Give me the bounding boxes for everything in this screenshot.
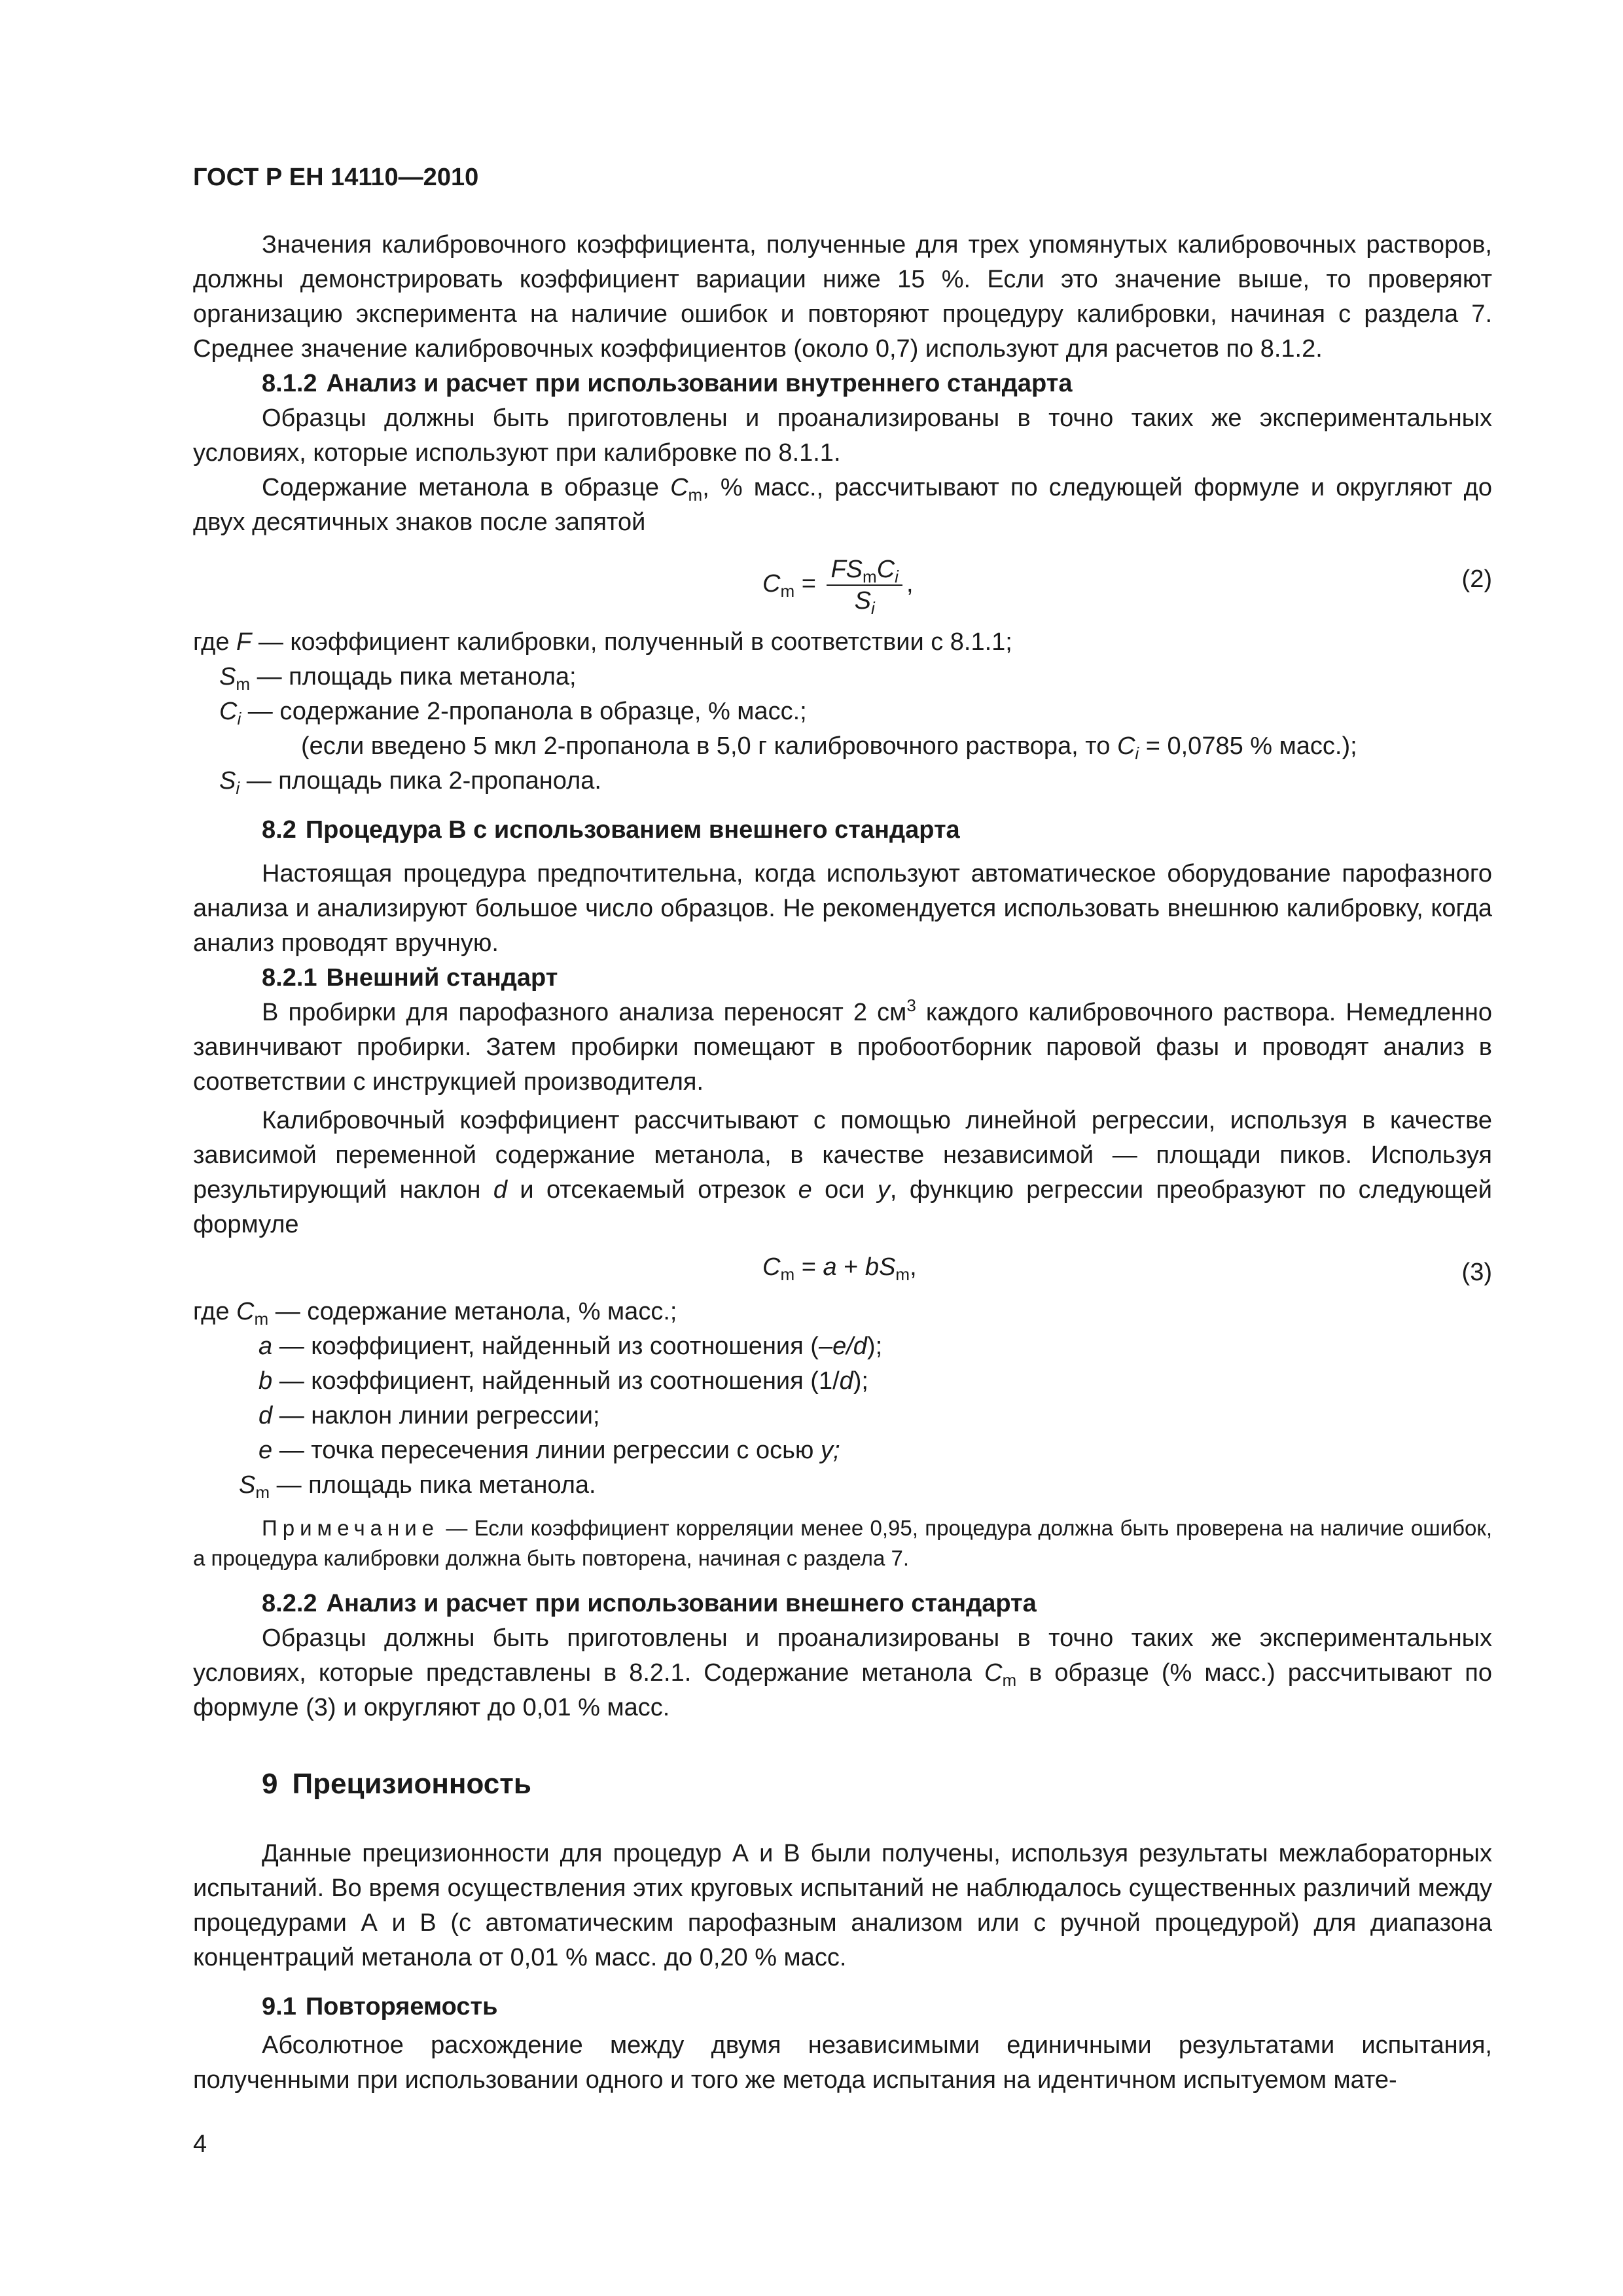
legend-sm-3 bbox=[193, 1468, 1492, 1503]
legend-text: — площадь пика метанола. bbox=[276, 1471, 596, 1499]
symbol-d: d bbox=[259, 1402, 273, 1429]
section-8-1-2-heading bbox=[193, 367, 1492, 401]
symbol-s: S bbox=[219, 767, 236, 795]
paragraph-procedure-b: Настоящая процедура предпочтительна, когда используют автоматическое оборудование парофазного анализа и анализируют большое число образцов. Не рекомендуется использовать внешнюю калибровку, когда анализ проводят вручную. bbox=[193, 860, 1492, 957]
equation-number-3: (3) bbox=[1461, 1259, 1492, 1286]
symbol-s: S bbox=[854, 587, 871, 615]
section-number: 8.2.2 bbox=[262, 1590, 317, 1617]
document-page bbox=[193, 160, 1492, 2124]
plus-sign: + bbox=[844, 1253, 859, 1281]
section-8-2-2-heading bbox=[193, 1587, 1492, 1621]
section-number: 9 bbox=[262, 1768, 278, 1800]
legend-text: — коэффициент калибровки, полученный в соответствии с 8.1.1; bbox=[258, 628, 1012, 656]
symbol-c: C bbox=[876, 556, 895, 583]
note-label: Примечание bbox=[262, 1516, 440, 1540]
formula-2-expression bbox=[762, 554, 914, 616]
equals-sign: = bbox=[801, 1253, 816, 1281]
expression-neg-e-over-d: –e/d bbox=[818, 1333, 867, 1360]
symbol-a: a bbox=[259, 1333, 273, 1360]
symbol-d: d bbox=[493, 1176, 508, 1204]
section-8-2-1-heading bbox=[193, 961, 1492, 996]
symbol-d: d bbox=[839, 1367, 853, 1395]
note-text: — Если коэффициент корреляции менее 0,95, процедура должна быть проверена на наличие ошибок, а процедура калибровки должна быть повторена, начиная с раздела 7. bbox=[193, 1516, 1492, 1570]
paragraph-calibration-variation: Значения калибровочного коэффициента, полученные для трех упомянутых калибровочных растворов, должны демонстрировать коэффициент вариации ниже 15 %. Если это значение выше, то проверяют организацию эксперимента на наличие ошибок и повторяют процедуру калибровки, начиная с раздела 7. Среднее значение калибровочных коэффициентов (около 0,7) используют для расчетов по 8.1.2. bbox=[193, 231, 1492, 363]
paragraph-samples-prepared: Образцы должны быть приготовлены и проанализированы в точно таких же экспериментальных условиях, которые используют при калибровке по 8.1.1. bbox=[193, 404, 1492, 467]
legend-sm bbox=[193, 660, 1492, 694]
section-number: 8.1.2 bbox=[262, 370, 317, 397]
symbol-s: S bbox=[219, 663, 236, 691]
legend-ci-note bbox=[193, 729, 1492, 764]
symbol-f: F bbox=[830, 556, 846, 583]
subscript-m: m bbox=[255, 1482, 270, 1502]
section-number: 8.2 bbox=[262, 816, 296, 844]
note bbox=[193, 1513, 1492, 1573]
legend-text: — содержание метанола, % масс.; bbox=[275, 1298, 677, 1325]
subscript-i: i bbox=[895, 567, 899, 586]
legend-e bbox=[193, 1433, 1492, 1468]
section-title: Процедура В с использованием внешнего стандарта bbox=[305, 816, 960, 844]
symbol-c: C bbox=[670, 474, 688, 501]
legend-text: = 0,0785 % масс.); bbox=[1139, 732, 1357, 760]
text-fragment: каждого калибровочного раствора. Немедленно завинчивают пробирки. Затем пробирки помещают в пробоотборник паровой фазы и проводят анализ в соответствии с инструкцией производителя. bbox=[193, 999, 1492, 1096]
legend-si bbox=[193, 764, 1492, 798]
symbol-a: a bbox=[823, 1253, 837, 1281]
legend-text: (если введено 5 мкл 2-пропанола в 5,0 г калибровочного раствора, то bbox=[301, 732, 1117, 760]
legend-where: где bbox=[193, 1298, 237, 1325]
legend-text: — точка пересечения линии регрессии с осью bbox=[279, 1437, 821, 1464]
legend-cm bbox=[193, 1295, 1492, 1329]
page-number: 4 bbox=[193, 2130, 207, 2158]
subscript-m: m bbox=[895, 1265, 910, 1284]
text-fragment: Образцы должны быть приготовлены и проанализированы в точно таких же экспериментальных условиях, которые представлены в 8.2.1. Содержание метанола bbox=[193, 1624, 1492, 1687]
legend-text: ; bbox=[832, 1437, 840, 1464]
text-fragment: В пробирки для парофазного анализа переносят 2 см bbox=[262, 999, 907, 1026]
text-fragment: Калибровочный коэффициент рассчитывают с помощью линейной регрессии, используя в качестве зависимой переменной содержание метанола, в качестве независимой — площади пиков. Используя результирующий наклон bbox=[193, 1107, 1492, 1204]
section-title: Анализ и расчет при использовании внешнего стандарта bbox=[326, 1590, 1037, 1617]
paragraph-vials-transfer bbox=[193, 996, 1492, 1100]
legend-text: — содержание 2-пропанола в образце, % масс.; bbox=[247, 698, 807, 725]
legend-text: — наклон линии регрессии; bbox=[279, 1402, 600, 1429]
legend-where: где bbox=[193, 628, 237, 656]
text-fragment: Содержание метанола в образце bbox=[262, 474, 671, 501]
document-header: ГОСТ Р ЕН 14110—2010 bbox=[193, 164, 479, 191]
symbol-c: C bbox=[984, 1659, 1003, 1687]
subscript-m: m bbox=[236, 674, 251, 694]
symbol-c: C bbox=[762, 1253, 781, 1281]
subscript-i: i bbox=[237, 709, 241, 728]
symbol-c: C bbox=[762, 570, 781, 598]
subscript-i: i bbox=[1135, 744, 1139, 763]
subscript-m: m bbox=[780, 581, 795, 601]
section-title: Анализ и расчет при использовании внутреннего стандарта bbox=[326, 370, 1073, 397]
symbol-y: y bbox=[820, 1437, 833, 1464]
legend-ci bbox=[193, 694, 1492, 729]
paragraph-external-calc bbox=[193, 1621, 1492, 1725]
legend-a bbox=[193, 1329, 1492, 1364]
subscript-m: m bbox=[254, 1309, 269, 1329]
formula-3 bbox=[193, 1249, 1492, 1292]
symbol-s: S bbox=[846, 556, 863, 583]
symbol-e: e bbox=[259, 1437, 273, 1464]
formula-3-expression bbox=[762, 1250, 917, 1285]
equation-number-2: (2) bbox=[1461, 565, 1492, 593]
text-fragment: , функцию регрессии преобразуют по следующей формуле bbox=[193, 1176, 1493, 1238]
paragraph-precision-data: Данные прецизионности для процедур А и В были получены, используя результаты межлабораторных испытаний. Во время осуществления этих круговых испытаний не наблюдалось существенных различий между процедурами А и В (с автоматическим парофазным анализом или с ручной процедурой) для диапазона концентраций метанола от 0,01 % масс. до 0,20 % масс. bbox=[193, 1840, 1492, 1971]
section-9-heading bbox=[262, 1765, 1492, 1804]
text-fragment: оси bbox=[812, 1176, 878, 1204]
symbol-e: e bbox=[798, 1176, 812, 1204]
subscript-m: m bbox=[780, 1265, 795, 1284]
fraction bbox=[827, 554, 902, 616]
text-fragment: в образце (% масс.) рассчитывают по формуле (3) и округляют до 0,01 % масс. bbox=[193, 1659, 1493, 1721]
section-9-1-heading bbox=[193, 1990, 1492, 2024]
legend-f bbox=[193, 625, 1492, 660]
text-fragment: , % масс., рассчитывают по следующей формуле и округляют до двух десятичных знаков после запятой bbox=[193, 474, 1492, 536]
subscript-m: m bbox=[1002, 1670, 1017, 1690]
subscript-m: m bbox=[688, 485, 703, 505]
section-8-2-heading bbox=[193, 813, 1492, 848]
fraction-numerator bbox=[827, 554, 902, 586]
equals-sign: = bbox=[801, 570, 816, 598]
paragraph-methanol-content bbox=[193, 471, 1492, 540]
symbol-c: C bbox=[236, 1298, 255, 1325]
superscript-3: 3 bbox=[906, 996, 916, 1015]
symbol-b: b bbox=[865, 1253, 880, 1281]
legend-text: — коэффициент, найденный из соотношения (1/ bbox=[279, 1367, 840, 1395]
symbol-y: y bbox=[877, 1176, 890, 1204]
section-title: Внешний стандарт bbox=[326, 964, 558, 992]
legend-text: — коэффициент, найденный из соотношения ( bbox=[279, 1333, 819, 1360]
symbol-c: C bbox=[219, 698, 238, 725]
subscript-m: m bbox=[863, 567, 877, 586]
section-title: Прецизионность bbox=[292, 1768, 531, 1800]
paragraph-repeatability: Абсолютное расхождение между двумя независимыми единичными результатами испытания, полученными при использовании одного и того же метода испытания на идентичном испытуемом мате- bbox=[193, 2032, 1492, 2094]
section-number: 8.2.1 bbox=[262, 964, 317, 992]
legend-text: — площадь пика метанола; bbox=[257, 663, 577, 691]
legend-text: ); bbox=[866, 1333, 883, 1360]
legend-d bbox=[193, 1399, 1492, 1433]
symbol-s: S bbox=[879, 1253, 896, 1281]
section-title: Повторяемость bbox=[305, 1993, 498, 2020]
subscript-i: i bbox=[870, 598, 875, 618]
symbol-b: b bbox=[259, 1367, 273, 1395]
formula-2 bbox=[193, 548, 1492, 620]
fraction-denominator bbox=[827, 586, 902, 616]
symbol-s: S bbox=[239, 1471, 256, 1499]
legend-text: — площадь пика 2-пропанола. bbox=[246, 767, 601, 795]
paragraph-linear-regression bbox=[193, 1103, 1492, 1242]
symbol-f: F bbox=[236, 628, 252, 656]
legend-b bbox=[193, 1364, 1492, 1399]
comma: , bbox=[906, 570, 914, 598]
legend-text: ); bbox=[853, 1367, 868, 1395]
subscript-i: i bbox=[236, 778, 240, 798]
symbol-c: C bbox=[1116, 732, 1135, 760]
comma: , bbox=[910, 1253, 917, 1281]
section-number: 9.1 bbox=[262, 1993, 296, 2020]
text-fragment: и отсекаемый отрезок bbox=[507, 1176, 798, 1204]
